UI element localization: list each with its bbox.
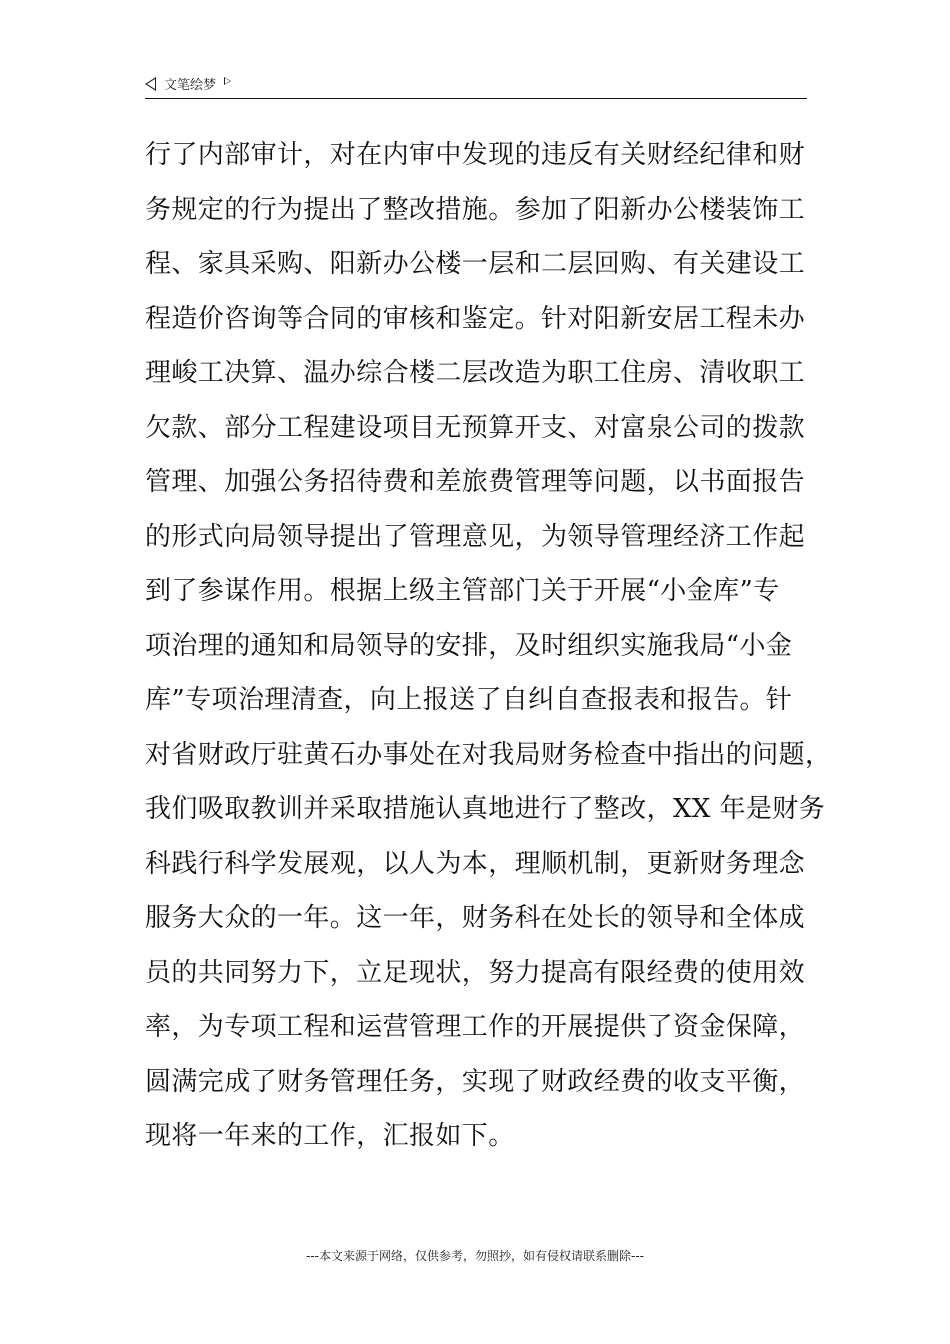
text-line: 圆满完成了财务管理任务，实现了财政经费的收支平衡， (145, 1066, 806, 1097)
text-line: 科践行科学发展观，以人为本，理顺机制，更新财务理念 (145, 848, 806, 879)
triangle-left-icon (145, 77, 156, 91)
text-line: 理峻工决算、温办综合楼二层改造为职工住房、清收职工 (145, 358, 806, 388)
text-line: 欠款、部分工程建设项目无预算开支、对富泉公司的拨款 (145, 412, 806, 443)
text-line: 服务大众的一年。这一年，财务科在处长的领导和全体成 (145, 903, 806, 933)
document-body (145, 128, 832, 1164)
text-line: 程造价咨询等合同的审核和鉴定。针对阳新安居工程未办 (145, 303, 806, 334)
text-line: 程、家具采购、阳新办公楼一层和二层回购、有关建设工 (145, 249, 806, 279)
header-title: 文笔绘梦 (164, 78, 217, 93)
text-line: 现将一年来的工作，汇报如下。 (145, 1121, 515, 1151)
page-footer-disclaimer: ---本文来源于网络，仅供参考，勿照抄，如有侵权请联系删除--- (306, 1249, 644, 1263)
page-header (145, 72, 807, 99)
text-line: 库”专项治理清查，向上报送了自纠自查报表和报告。针 (145, 685, 793, 715)
text-line: 率，为专项工程和运营管理工作的开展提供了资金保障， (145, 1012, 806, 1042)
text-line: 管理、加强公务招待费和差旅费管理等问题，以书面报告 (145, 467, 806, 497)
text-line: 项治理的通知和局领导的安排，及时组织实施我局“小金 (145, 630, 793, 661)
text-line: 行了内部审计，对在内审中发现的违反有关财经纪律和财 (145, 140, 806, 170)
text-line: 员的共同努力下，立足现状，努力提高有限经费的使用效 (145, 957, 806, 988)
text-line: 务规定的行为提出了整改措施。参加了阳新办公楼装饰工 (145, 194, 806, 225)
text-line: 我们吸取教训并采取措施认真地进行了整改，XX 年是财务 (145, 794, 826, 824)
text-line: 的形式向局领导提出了管理意见，为领导管理经济工作起 (145, 521, 806, 552)
header-brand (145, 74, 231, 93)
text-line: 到了参谋作用。根据上级主管部门关于开展“小金库”专 (145, 576, 780, 606)
text-line: 对省财政厅驻黄石办事处在对我局财务检查中指出的问题， (145, 739, 832, 770)
triangle-right-icon (224, 77, 231, 85)
